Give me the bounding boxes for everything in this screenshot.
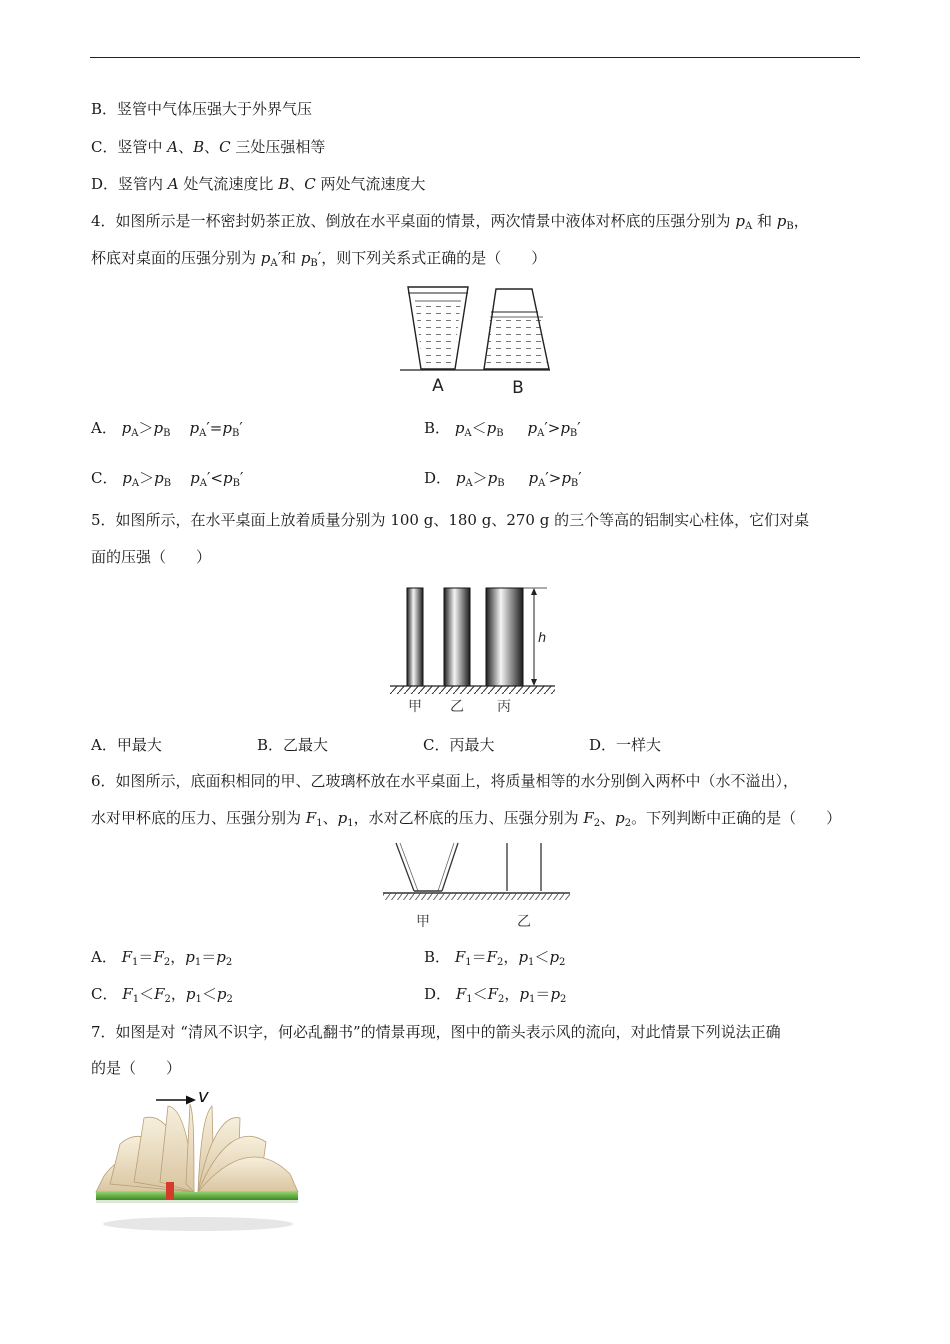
q7-stem-line1: 7．如图是对 “清风不识字，何必乱翻书”的情景再现，图中的箭头表示风的流向，对此情景下列说法正确 (91, 1023, 781, 1041)
cylinder-bing (486, 588, 523, 686)
header-rule (90, 57, 860, 58)
cup-a-upright (408, 287, 468, 369)
q5-option-c: C．丙最大 (423, 736, 495, 754)
velocity-label: v (198, 1086, 209, 1107)
q5-stem-line2: 面的压强（ ） (91, 548, 212, 566)
glass-yi (507, 843, 541, 891)
q7-book-figure (90, 1084, 305, 1234)
glass-jia (396, 843, 458, 891)
label-jia: 甲 (408, 699, 422, 715)
q5-cylinders-figure (385, 580, 565, 720)
q4-cups-figure (395, 282, 555, 397)
q3-option-c: C．竖管中 A、B、C 三处压强相等 (91, 138, 326, 156)
hatched-table (383, 893, 570, 900)
fanned-pages (96, 1104, 298, 1192)
cylinder-yi (444, 588, 470, 686)
q6-stem-line2: 水对甲杯底的压力、压强分别为 $F_1$、$p_1$，水对乙杯底的压力、压强分别为 $F_2$、$p_2$。下列判断中正确的是（ ） (91, 809, 842, 829)
q4-option-c: C． $p_A>p_B$ $p_A'<p_B'$ (91, 469, 244, 489)
q3-option-b: B．竖管中气体压强大于外界气压 (91, 100, 313, 118)
q6-option-a: A． $F_1=F_2$，$p_1=p_2$ (91, 948, 233, 968)
label-bing: 丙 (497, 699, 511, 715)
cup-b-inverted (484, 289, 549, 369)
bookmark-ribbon (166, 1182, 174, 1200)
q6-option-c: C． $F_1<F_2$，$p_1<p_2$ (91, 985, 233, 1005)
q4-stem-line2: 杯底对桌面的压强分别为 $p_A'$和 $p_B'$，则下列关系式正确的是（ ） (91, 249, 547, 269)
q7-stem-line2: 的是（ ） (91, 1059, 182, 1077)
label-yi: 乙 (517, 914, 531, 930)
hatched-table (390, 686, 555, 694)
label-yi: 乙 (450, 699, 464, 715)
q4-option-d: D． $p_A>p_B$ $p_A'>p_B'$ (424, 469, 582, 489)
q5-option-b: B．乙最大 (257, 736, 329, 754)
height-label: h (538, 631, 547, 646)
q6-stem-line1: 6．如图所示，底面积相同的甲、乙玻璃杯放在水平桌面上，将质量相等的水分别倒入两杯中（水不溢出）， (91, 772, 799, 790)
q3-option-d: D．竖管内 A 处气流速度比 B、C 两处气流速度大 (91, 175, 426, 193)
book-shadow (103, 1217, 293, 1231)
book-cover (96, 1192, 298, 1200)
q4-option-b: B． $p_A<p_B$ $p_A'>p_B'$ (424, 419, 581, 439)
label-jia: 甲 (416, 914, 430, 930)
q5-stem-line1: 5．如图所示，在水平桌面上放着质量分别为 100 g、180 g、270 g 的三个等高的铝制实心柱体，它们对桌 (91, 511, 810, 529)
q4-stem-line1: 4．如图所示是一杯密封奶茶正放、倒放在水平桌面的情景，两次情景中液体对杯底的压强分别为 $p_A$ 和 $p_B$， (91, 212, 809, 232)
cylinder-jia (407, 588, 423, 686)
q5-option-a: A．甲最大 (91, 736, 162, 754)
q6-option-d: D． $F_1<F_2$，$p_1=p_2$ (424, 985, 567, 1005)
q4-option-a: A． $p_A>p_B$ $p_A'=p_B'$ (91, 419, 243, 439)
q6-glasses-figure (378, 838, 578, 938)
q6-option-b: B． $F_1=F_2$，$p_1<p_2$ (424, 948, 566, 968)
cup-a-label: A (432, 376, 444, 396)
q5-option-d: D．一样大 (589, 736, 662, 754)
cup-b-label: B (512, 378, 524, 397)
